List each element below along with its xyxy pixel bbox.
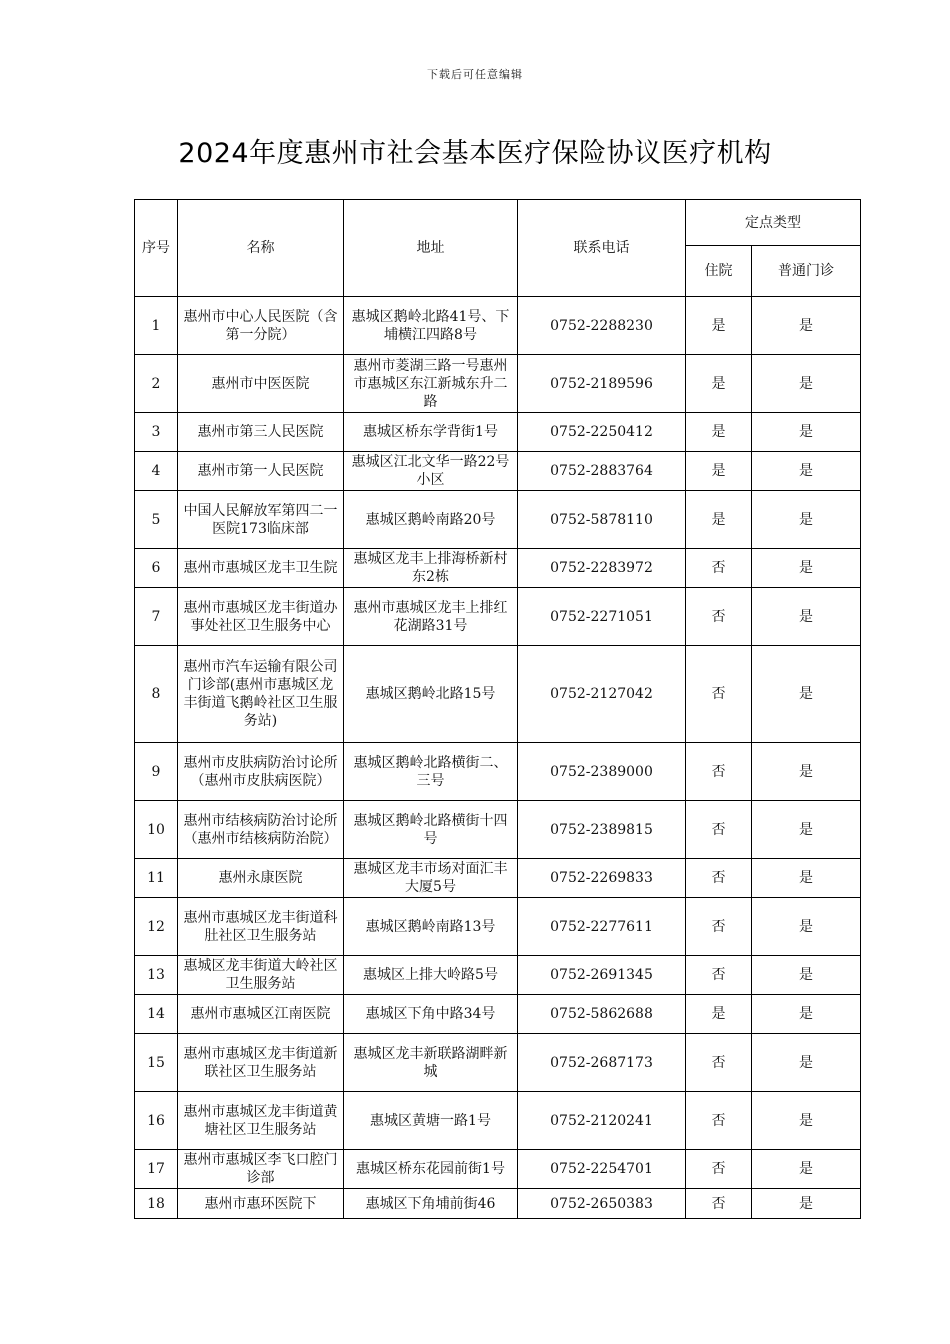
cell-seq: 16 [135, 1092, 178, 1150]
cell-phone: 0752-2189596 [518, 355, 686, 413]
cell-seq: 14 [135, 995, 178, 1034]
cell-inpatient: 否 [686, 801, 752, 859]
cell-phone: 0752-2250412 [518, 413, 686, 452]
table-row [135, 743, 861, 801]
cell-address: 惠州市菱湖三路一号惠州市惠城区东江新城东升二路 [344, 355, 518, 413]
cell-inpatient: 否 [686, 646, 752, 743]
header-seq: 序号 [135, 200, 178, 297]
cell-inpatient: 是 [686, 355, 752, 413]
cell-seq: 18 [135, 1189, 178, 1219]
cell-phone: 0752-2650383 [518, 1189, 686, 1219]
cell-seq: 1 [135, 297, 178, 355]
cell-name: 惠州市第一人民医院 [178, 452, 344, 491]
cell-outpatient: 是 [752, 801, 861, 859]
cell-name: 惠州市惠城区龙丰街道办事处社区卫生服务中心 [178, 588, 344, 646]
table-row [135, 1189, 861, 1219]
cell-inpatient: 否 [686, 898, 752, 956]
cell-address: 惠城区龙丰新联路湖畔新城 [344, 1034, 518, 1092]
cell-phone: 0752-2691345 [518, 956, 686, 995]
cell-phone: 0752-2389815 [518, 801, 686, 859]
cell-inpatient: 否 [686, 588, 752, 646]
cell-name: 惠州市皮肤病防治讨论所（惠州市皮肤病医院） [178, 743, 344, 801]
cell-seq: 4 [135, 452, 178, 491]
cell-phone: 0752-2271051 [518, 588, 686, 646]
cell-seq: 15 [135, 1034, 178, 1092]
cell-name: 惠城区龙丰街道大岭社区卫生服务站 [178, 956, 344, 995]
cell-name: 惠州市中心人民医院（含第一分院） [178, 297, 344, 355]
cell-inpatient: 否 [686, 956, 752, 995]
cell-phone: 0752-5862688 [518, 995, 686, 1034]
table-row [135, 491, 861, 549]
cell-seq: 11 [135, 859, 178, 898]
cell-name: 惠州永康医院 [178, 859, 344, 898]
cell-phone: 0752-2120241 [518, 1092, 686, 1150]
cell-outpatient: 是 [752, 1189, 861, 1219]
cell-seq: 2 [135, 355, 178, 413]
cell-phone: 0752-2127042 [518, 646, 686, 743]
cell-name: 惠州市惠城区龙丰街道新联社区卫生服务站 [178, 1034, 344, 1092]
table-row [135, 413, 861, 452]
cell-seq: 17 [135, 1150, 178, 1189]
cell-address: 惠城区江北文华一路22号小区 [344, 452, 518, 491]
cell-outpatient: 是 [752, 491, 861, 549]
cell-address: 惠城区鹅岭北路41号、下埔横江四路8号 [344, 297, 518, 355]
page-title: 2024年度惠州市社会基本医疗保险协议医疗机构 [178, 138, 772, 169]
header-inpatient: 住院 [686, 246, 752, 297]
cell-seq: 13 [135, 956, 178, 995]
table-row [135, 859, 861, 898]
cell-inpatient: 否 [686, 1034, 752, 1092]
cell-phone: 0752-2883764 [518, 452, 686, 491]
cell-address: 惠城区鹅岭北路15号 [344, 646, 518, 743]
table-row [135, 549, 861, 588]
cell-outpatient: 是 [752, 743, 861, 801]
cell-seq: 12 [135, 898, 178, 956]
cell-seq: 10 [135, 801, 178, 859]
table-body [135, 297, 861, 1219]
cell-address: 惠城区黄塘一路1号 [344, 1092, 518, 1150]
cell-outpatient: 是 [752, 355, 861, 413]
cell-phone: 0752-2288230 [518, 297, 686, 355]
cell-phone: 0752-2283972 [518, 549, 686, 588]
cell-outpatient: 是 [752, 452, 861, 491]
cell-inpatient: 是 [686, 413, 752, 452]
cell-seq: 6 [135, 549, 178, 588]
cell-address: 惠城区桥东学背街1号 [344, 413, 518, 452]
cell-outpatient: 是 [752, 297, 861, 355]
cell-name: 惠州市惠城区龙丰街道科肚社区卫生服务站 [178, 898, 344, 956]
table-row [135, 588, 861, 646]
table-header [135, 200, 861, 297]
cell-inpatient: 否 [686, 1092, 752, 1150]
cell-seq: 9 [135, 743, 178, 801]
table-row [135, 646, 861, 743]
cell-outpatient: 是 [752, 1150, 861, 1189]
header-outpatient: 普通门诊 [752, 246, 861, 297]
cell-address: 惠城区鹅岭南路20号 [344, 491, 518, 549]
table-row [135, 898, 861, 956]
table-row [135, 995, 861, 1034]
cell-address: 惠城区上排大岭路5号 [344, 956, 518, 995]
cell-inpatient: 是 [686, 995, 752, 1034]
table-row [135, 956, 861, 995]
cell-inpatient: 否 [686, 859, 752, 898]
cell-name: 惠州市第三人民医院 [178, 413, 344, 452]
cell-name: 惠州市惠城区龙丰卫生院 [178, 549, 344, 588]
cell-outpatient: 是 [752, 549, 861, 588]
cell-outpatient: 是 [752, 956, 861, 995]
cell-address: 惠城区鹅岭南路13号 [344, 898, 518, 956]
table-row [135, 452, 861, 491]
cell-inpatient: 是 [686, 452, 752, 491]
cell-address: 惠城区龙丰市场对面汇丰大厦5号 [344, 859, 518, 898]
cell-seq: 8 [135, 646, 178, 743]
cell-phone: 0752-2269833 [518, 859, 686, 898]
cell-phone: 0752-2277611 [518, 898, 686, 956]
table-row [135, 801, 861, 859]
table-row [135, 355, 861, 413]
cell-address: 惠城区下角中路34号 [344, 995, 518, 1034]
cell-outpatient: 是 [752, 898, 861, 956]
cell-inpatient: 是 [686, 297, 752, 355]
cell-inpatient: 否 [686, 1189, 752, 1219]
cell-phone: 0752-5878110 [518, 491, 686, 549]
cell-name: 惠州市汽车运输有限公司门诊部(惠州市惠城区龙丰街道飞鹅岭社区卫生服务站) [178, 646, 344, 743]
cell-outpatient: 是 [752, 413, 861, 452]
header-address: 地址 [344, 200, 518, 297]
cell-name: 惠州市惠环医院下 [178, 1189, 344, 1219]
table-row [135, 1092, 861, 1150]
table-row [135, 1150, 861, 1189]
cell-address: 惠州市惠城区龙丰上排红花湖路31号 [344, 588, 518, 646]
header-note: 下载后可任意编辑 [427, 68, 523, 81]
cell-name: 中国人民解放军第四二一医院173临床部 [178, 491, 344, 549]
cell-outpatient: 是 [752, 1092, 861, 1150]
cell-outpatient: 是 [752, 646, 861, 743]
cell-name: 惠州市惠城区龙丰街道黄塘社区卫生服务站 [178, 1092, 344, 1150]
header-type-group: 定点类型 [686, 200, 861, 246]
cell-inpatient: 否 [686, 743, 752, 801]
cell-address: 惠城区鹅岭北路横街二、三号 [344, 743, 518, 801]
cell-inpatient: 否 [686, 1150, 752, 1189]
cell-outpatient: 是 [752, 995, 861, 1034]
cell-inpatient: 是 [686, 491, 752, 549]
cell-outpatient: 是 [752, 1034, 861, 1092]
cell-phone: 0752-2389000 [518, 743, 686, 801]
cell-address: 惠城区鹅岭北路横街十四号 [344, 801, 518, 859]
cell-phone: 0752-2687173 [518, 1034, 686, 1092]
cell-address: 惠城区桥东花园前街1号 [344, 1150, 518, 1189]
cell-inpatient: 否 [686, 549, 752, 588]
cell-name: 惠州市惠城区江南医院 [178, 995, 344, 1034]
cell-seq: 3 [135, 413, 178, 452]
cell-name: 惠州市结核病防治讨论所（惠州市结核病防治院） [178, 801, 344, 859]
cell-seq: 7 [135, 588, 178, 646]
cell-seq: 5 [135, 491, 178, 549]
cell-address: 惠城区龙丰上排海桥新村东2栋 [344, 549, 518, 588]
cell-outpatient: 是 [752, 859, 861, 898]
table-row [135, 1034, 861, 1092]
cell-phone: 0752-2254701 [518, 1150, 686, 1189]
cell-name: 惠州市中医医院 [178, 355, 344, 413]
table-row [135, 297, 861, 355]
header-name: 名称 [178, 200, 344, 297]
facilities-table [134, 199, 861, 1219]
cell-name: 惠州市惠城区李飞口腔门诊部 [178, 1150, 344, 1189]
cell-address: 惠城区下角埔前街46 [344, 1189, 518, 1219]
cell-outpatient: 是 [752, 588, 861, 646]
header-phone: 联系电话 [518, 200, 686, 297]
